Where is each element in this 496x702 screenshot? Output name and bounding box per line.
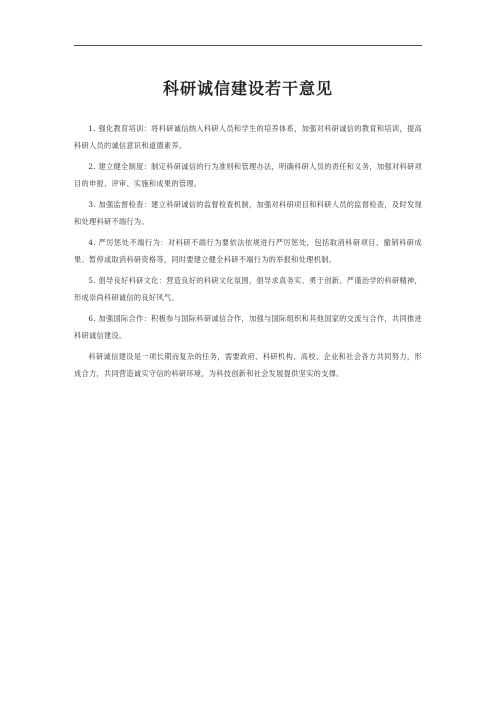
paragraph-5: 5. 倡导良好科研文化：营造良好的科研文化氛围，倡导求真务实、勇于创新、严谨治学的科研精神，形成崇尚科研诚信的良好风气。 bbox=[74, 276, 422, 302]
paragraph-6: 6. 加强国际合作：积极参与国际科研诚信合作，加强与国际组织和其他国家的交流与合作，共同推进科研诚信建设。 bbox=[74, 314, 422, 340]
paragraph-conclusion: 科研诚信建设是一项长期而复杂的任务，需要政府、科研机构、高校、企业和社会各方共同努力，形成合力，共同营造诚实守信的科研环境，为科技创新和社会发展提供坚实的支撑。 bbox=[74, 352, 422, 378]
paragraph-1: 1. 强化教育培训：将科研诚信纳入科研人员和学生的培养体系，加强对科研诚信的教育和培训，提高科研人员的诚信意识和道德素养。 bbox=[74, 124, 422, 150]
document-body bbox=[74, 120, 422, 386]
header-rule bbox=[74, 45, 422, 46]
page-title: 科研诚信建设若干意见 bbox=[162, 79, 333, 98]
paragraph-2: 2. 建立健全制度：制定科研诚信的行为准则和管理办法，明确科研人员的责任和义务，加强对科研项目的申报、评审、实施和成果的管理。 bbox=[74, 162, 422, 188]
paragraph-3: 3. 加强监督检查：建立科研诚信的监督检查机制，加强对科研项目和科研人员的监督检查，及时发现和处理科研不端行为。 bbox=[74, 200, 422, 226]
paragraph-4: 4. 严厉惩处不端行为：对科研不端行为要依法依规进行严厉惩处，包括取消科研项目、撤销科研成果、暂停或取消科研资格等，同时要建立健全科研不端行为的举报和处理机制。 bbox=[74, 238, 422, 264]
